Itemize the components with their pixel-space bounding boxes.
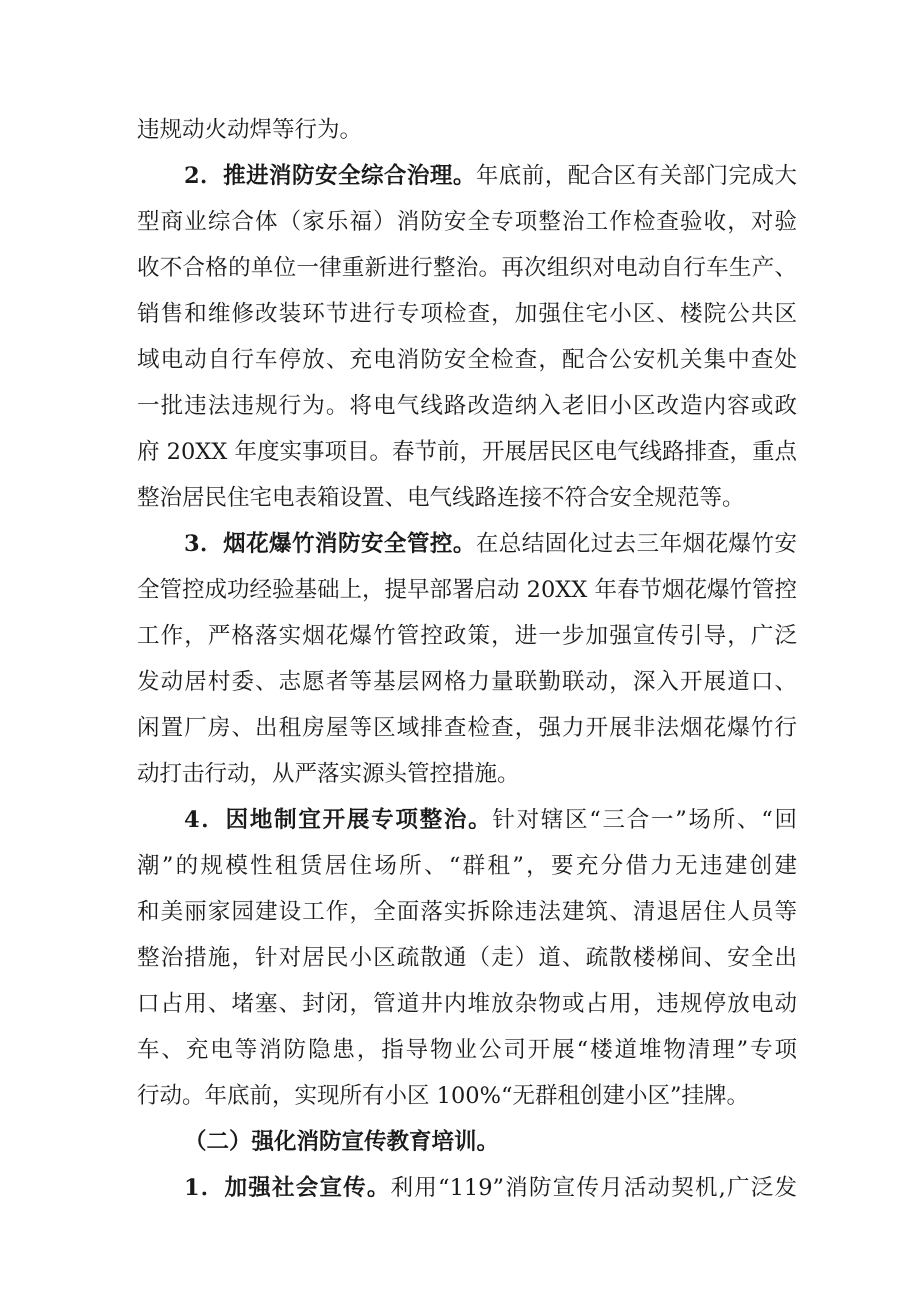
item-1-number: 1． [184, 1175, 225, 1201]
item-3-title: 烟花爆竹消防安全管控。 [223, 531, 476, 557]
item-2-line-7: 整治居民住宅电表箱设置、电气线路连接不符合安全规范等。 [137, 485, 745, 511]
item-4-line-6: 行动。年底前，实现所有小区 100%“无群租创建小区”挂牌。 [137, 1083, 749, 1109]
item-4-number: 4． [184, 807, 226, 833]
item-1-title: 加强社会宣传。 [224, 1175, 391, 1201]
item-2-first-line [184, 156, 797, 196]
item-3-number: 3． [184, 531, 224, 557]
item-2-line-0: 年底前，配合区有关部门完成大 [475, 163, 797, 189]
item-4-title: 因地制宜开展专项整治。 [225, 807, 493, 833]
item-3-line-4: 闲置厂房、出租房屋等区域排查检查，强力开展非法烟花爆竹行 [137, 715, 797, 741]
item-3-line-0: 在总结固化过去三年烟花爆竹安 [475, 531, 797, 557]
item-4-line-1: 潮”的规模性租赁居住场所、“群租”，要充分借力无违建创建 [137, 853, 797, 879]
item-2-line-4: 域电动自行车停放、充电消防安全检查，配合公安机关集中查处 [137, 347, 797, 373]
item-1-first-line [184, 1168, 797, 1208]
item-2-line-2: 收不合格的单位一律重新进行整治。再次组织对电动自行车生产、 [137, 255, 797, 281]
item-4-line-0: 针对辖区“三合一”场所、“回 [492, 807, 797, 833]
item-3-line-1: 全管控成功经验基础上，提早部署启动 20XX 年春节烟花爆竹管控 [137, 577, 797, 603]
item-4-first-line [184, 800, 797, 840]
item-2-title: 推进消防安全综合治理。 [223, 163, 476, 189]
intro-tail-text: 违规动火动焊等行为。 [137, 117, 363, 143]
item-1-line-0: 利用“119”消防宣传月活动契机,广泛发 [390, 1175, 797, 1201]
item-4-line-4: 口占用、堵塞、封闭，管道井内堆放杂物或占用，违规停放电动 [137, 991, 797, 1017]
item-2-number: 2． [184, 163, 224, 189]
item-2-line-1: 型商业综合体（家乐福）消防安全专项整治工作检查验收，对验 [137, 209, 797, 235]
item-4-line-5: 车、充电等消防隐患，指导物业公司开展“楼道堆物清理”专项 [137, 1037, 797, 1063]
item-3-line-2: 工作，严格落实烟花爆竹管控政策，进一步加强宣传引导，广泛 [137, 623, 797, 649]
item-4-line-3: 整治措施，针对居民小区疏散通（走）道、疏散楼梯间、安全出 [137, 945, 797, 971]
section-heading: （二）强化消防宣传教育培训。 [184, 1129, 500, 1155]
item-2-line-5: 一批违法违规行为。将电气线路改造纳入老旧小区改造内容或政 [137, 393, 797, 419]
item-3-first-line [184, 524, 797, 564]
item-4-line-2: 和美丽家园建设工作，全面落实拆除违法建筑、清退居住人员等 [137, 899, 797, 925]
item-3-line-3: 发动居村委、志愿者等基层网格力量联勤联动，深入开展道口、 [137, 669, 797, 695]
item-3-line-5: 动打击行动，从严落实源头管控措施。 [137, 761, 520, 787]
item-2-line-6: 府 20XX 年度实事项目。春节前，开展居民区电气线路排查，重点 [137, 439, 797, 465]
item-2-line-3: 销售和维修改装环节进行专项检查，加强住宅小区、楼院公共区 [137, 301, 797, 327]
